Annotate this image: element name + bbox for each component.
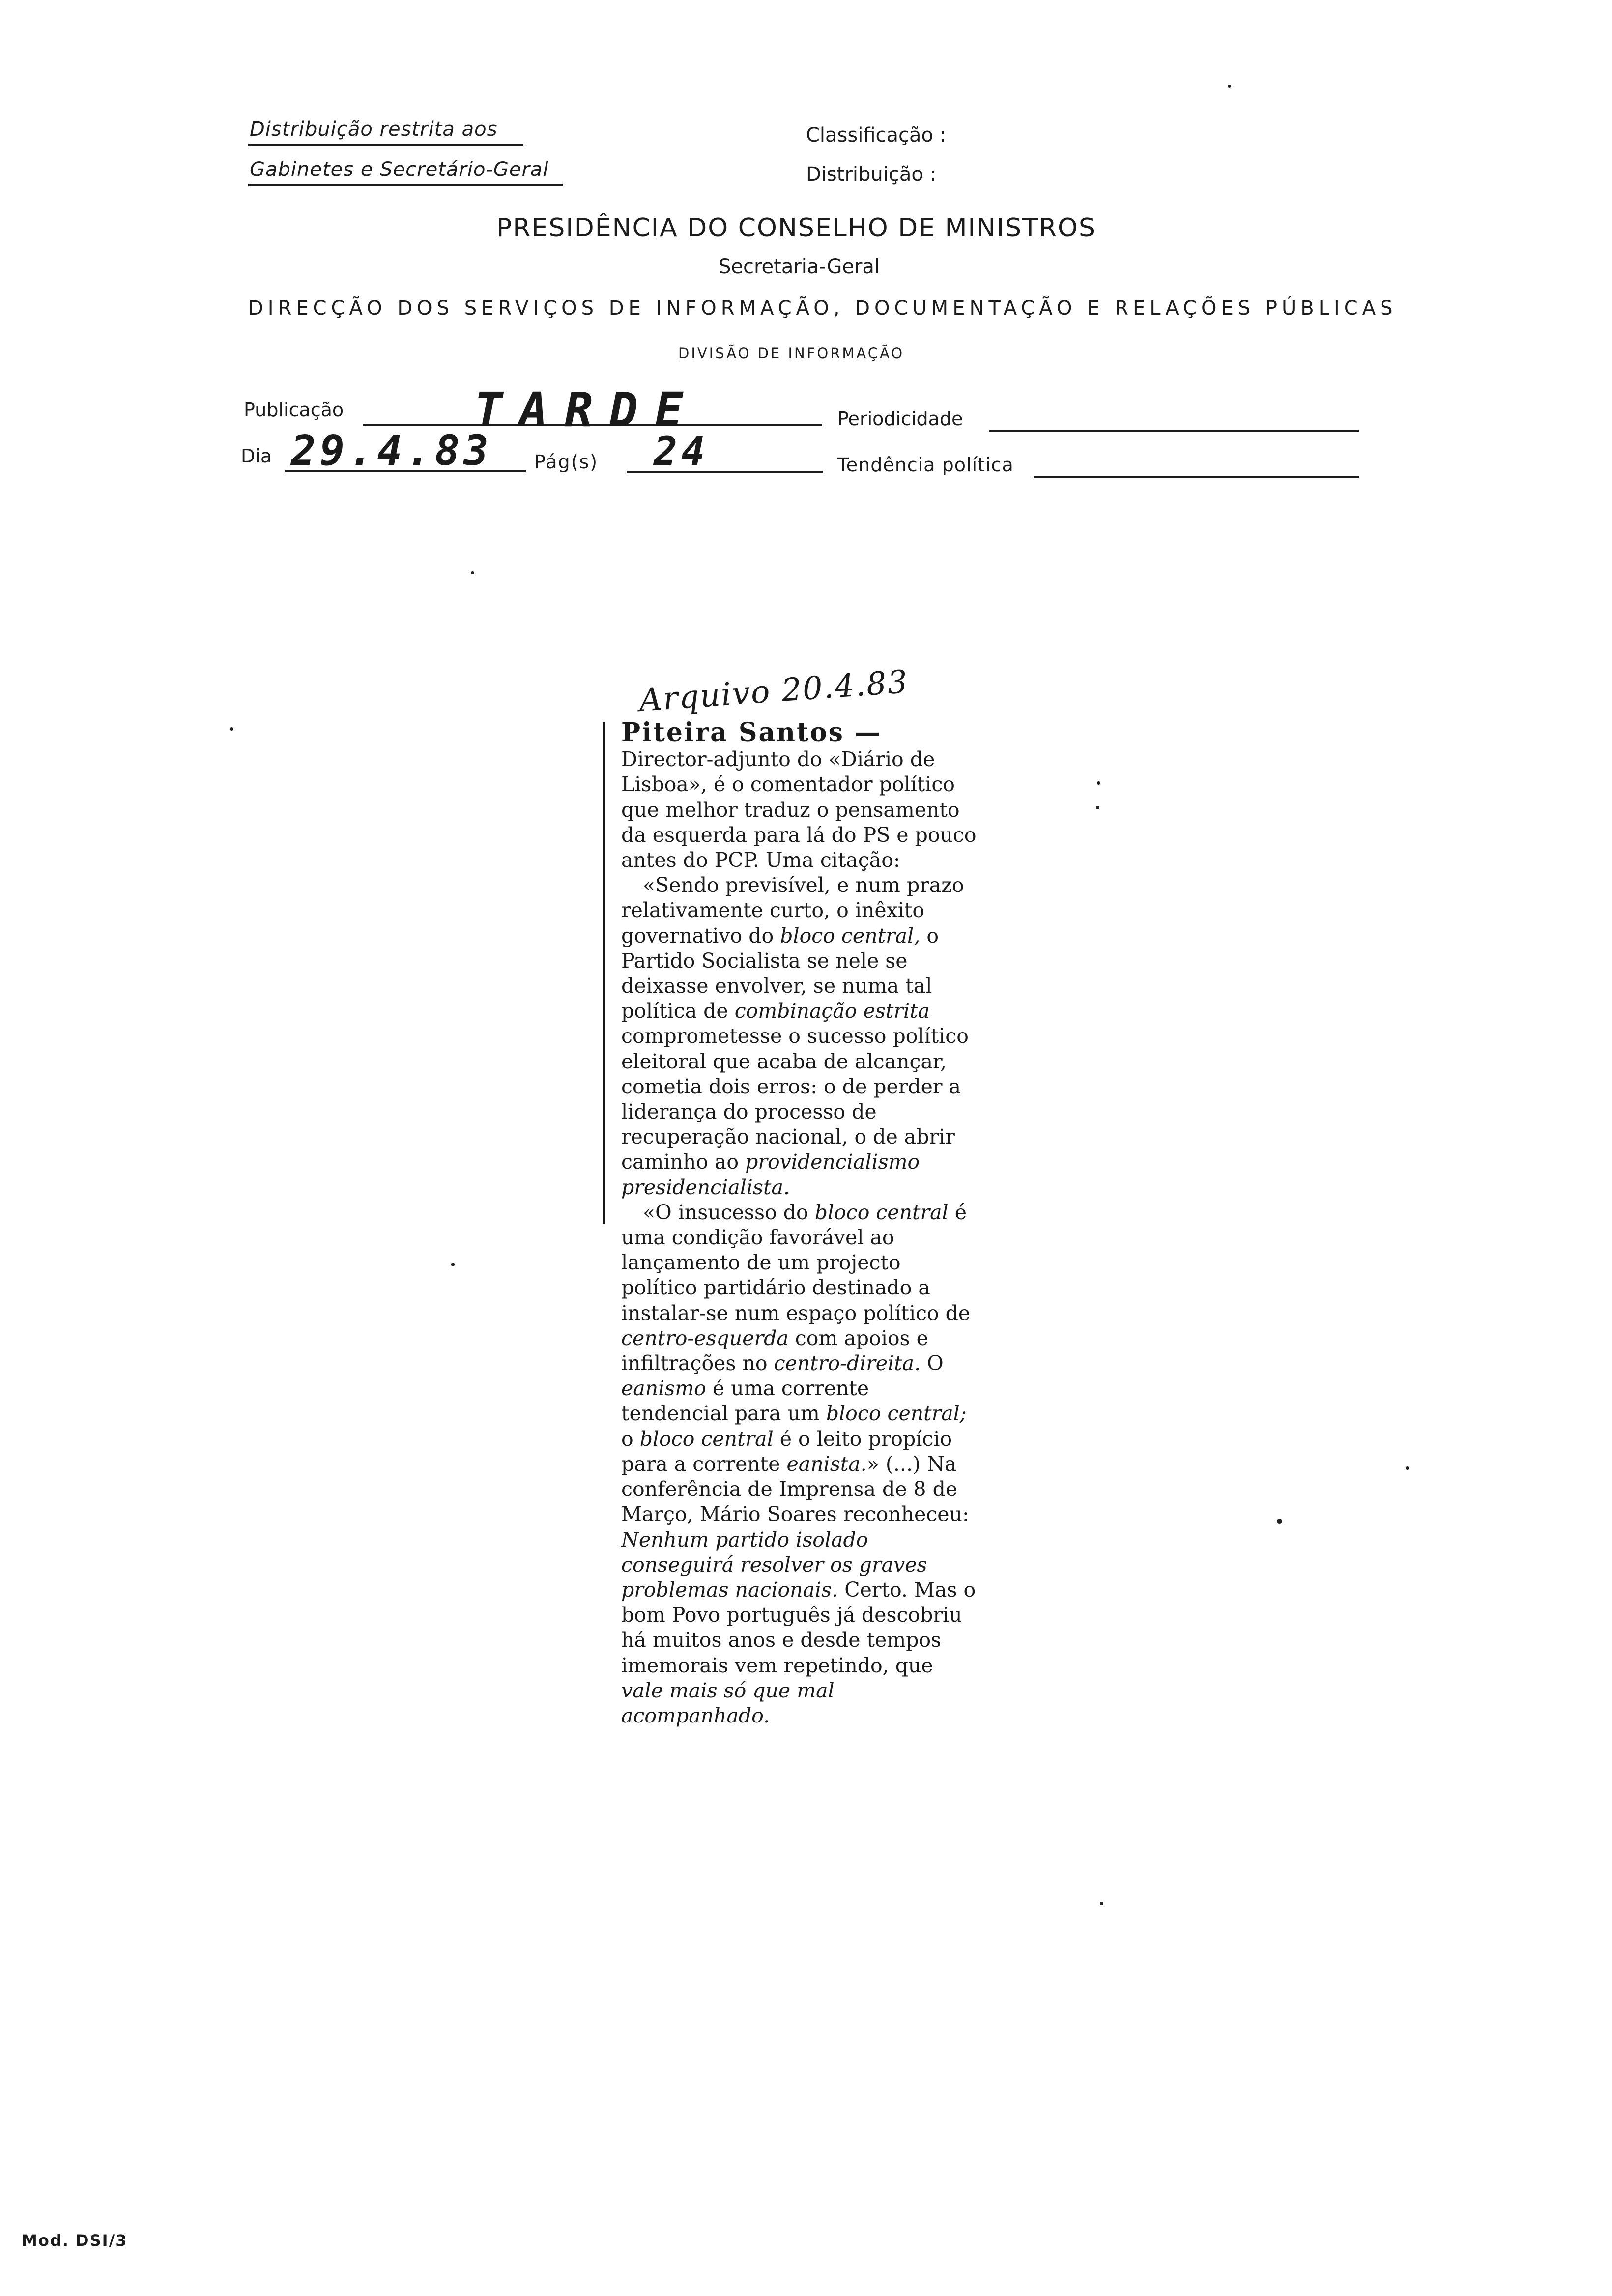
clipping-paragraph-1: Director-adjunto do «Diário de Lisboa», é o comentador político que melhor traduz o pensamento da esquerda para lá do PS e pouco antes do PCP. Uma citação: [621,747,977,872]
publicacao-label: Publicação [244,399,344,421]
clipping-left-border [603,722,605,1224]
scan-speck [1096,806,1099,809]
dia-value: 29.4.83 [291,427,493,475]
form-model-code: Mod. DSI/3 [22,2231,128,2250]
periodicidade-line [989,430,1359,432]
scan-speck [1406,1466,1409,1470]
document-title: PRESIDÊNCIA DO CONSELHO DE MINISTROS [496,213,1096,243]
secretaria-geral: Secretaria-Geral [719,256,880,278]
distribution-note-line1: Distribuição restrita aos [250,118,498,141]
tendencia-label: Tendência política [837,454,1014,476]
classificacao-label: Classificação : [806,124,947,146]
clipping-paragraph-3: «O insucesso do bloco central é uma condição favorável ao lançamento de um projecto político partidário destinado a instalar-se num espaço político de centro-esquerda com apoios e infiltrações no centro-direita. O eanismo é uma corrente tendencial para um bloco central; o bloco central é o leito propício para a corrente eanista.» (...) Na conferência de Imprensa de 8 de Março, Mário Soares reconheceu: Nenhum partido isolado conseguirá resolver os graves problemas nacionais. Certo. Mas o bom Povo português já descobriu há muitos anos e desde tempos imemorais vem repetindo, que vale mais só que mal acompanhado. [621,1200,976,1727]
periodicidade-label: Periodicidade [837,408,963,430]
clipping-paragraph-2: «Sendo previsível, e num prazo relativamente curto, o inêxito governativo do bloco central, o Partido Socialista se nele se deixasse envolver, se numa tal política de combinação estrita comprometesse o sucesso político eleitoral que acaba de alcançar, cometia dois erros: o de perder a liderança do processo de recuperação nacional, o de abrir caminho ao providencialismo presidencialista. [621,873,969,1199]
clipping-author [621,720,980,747]
distribuicao-label: Distribuição : [806,163,937,186]
distribution-note-underline-1 [248,144,523,146]
divisao-line: DIVISÃO DE INFORMAÇÃO [678,345,905,362]
distribution-note-line2: Gabinetes e Secretário-Geral [250,158,549,181]
scan-speck [451,1263,455,1266]
scan-speck [1097,781,1100,785]
archive-handwritten-note: Arquivo 20.4.83 [638,663,910,719]
scan-speck [230,727,233,731]
tendencia-line [1034,476,1359,478]
author-name: Piteira Santos — [621,718,882,747]
scan-speck [1100,1902,1103,1905]
distribution-note-underline-2 [248,184,563,186]
publicacao-value: TARDE [474,382,700,437]
pags-value: 24 [654,429,709,474]
pags-label: Pág(s) [534,451,599,473]
dia-label: Dia [241,445,272,467]
scan-speck [1228,85,1231,88]
clipping-text [621,720,980,1728]
scan-speck [471,571,474,574]
scan-speck [1277,1519,1282,1524]
direccao-line: DIRECÇÃO DOS SERVIÇOS DE INFORMAÇÃO, DOCUMENTAÇÃO E RELAÇÕES PÚBLICAS [248,297,1397,319]
